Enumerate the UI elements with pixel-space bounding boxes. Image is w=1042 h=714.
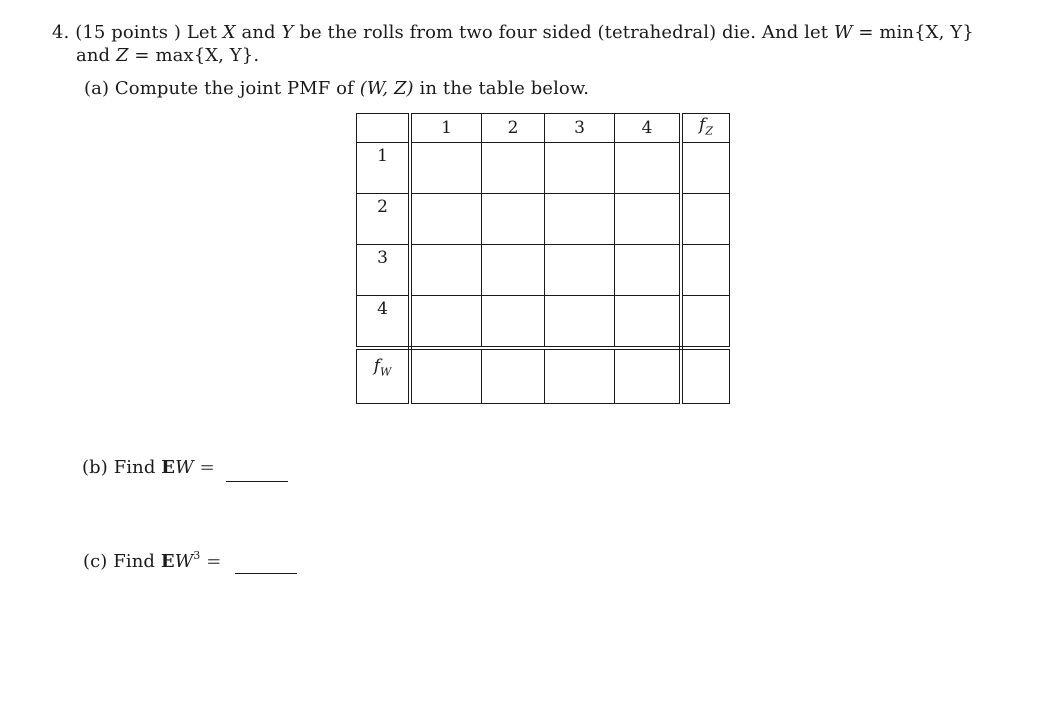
part-b-text: Find [113,457,156,478]
table-cell-4-1[interactable] [410,296,482,349]
problem-number: 4. [52,22,70,43]
table-cell-1-fz[interactable] [681,143,730,194]
table-cell-fw-4[interactable] [615,348,682,404]
table-cell-fw-2[interactable] [482,348,545,404]
var-y: Y [281,22,294,43]
problem-line-2 [76,45,259,66]
part-c-var: W [174,551,194,572]
col-header-3: 3 [545,114,615,143]
table-cell-3-fz[interactable] [681,245,730,296]
row-label-4: 4 [357,296,411,349]
part-b-answer-blank[interactable] [226,481,288,482]
part-b-eq: = [199,457,215,478]
table-cell-fw-fz[interactable] [681,348,730,404]
problem-points: (15 points ) [75,22,181,43]
col-header-fz [681,114,730,143]
part-c-answer-blank[interactable] [235,573,297,574]
eq-sign-2: = [134,45,150,66]
table-cell-4-fz[interactable] [681,296,730,349]
table-cell-1-2[interactable] [482,143,545,194]
table-cell-fw-3[interactable] [545,348,615,404]
row-label-fw [357,348,411,404]
expectation-symbol: E [161,457,176,478]
part-a [84,78,589,99]
table-cell-4-2[interactable] [482,296,545,349]
part-a-pair: (W, Z) [359,78,414,99]
part-b [82,457,215,478]
table-cell-2-1[interactable] [410,194,482,245]
expectation-symbol: E [160,551,175,572]
table-cell-2-2[interactable] [482,194,545,245]
var-w: W [833,22,853,43]
table-row [357,245,730,296]
max-expr: max{X, Y}. [155,45,260,66]
part-c-power: 3 [193,549,201,562]
joint-pmf-table [356,113,730,404]
fw-f: f [373,356,380,377]
table-row [357,296,730,349]
table-cell-1-4[interactable] [615,143,682,194]
col-header-2: 2 [482,114,545,143]
part-a-text-end: in the table below. [419,78,590,99]
row-label-3: 3 [357,245,411,296]
fz-f: f [699,115,706,135]
row-label-2: 2 [357,194,411,245]
col-header-4: 4 [615,114,682,143]
var-z: Z [115,45,129,66]
table-cell-3-2[interactable] [482,245,545,296]
table-marginal-row [357,348,730,404]
table-row [357,194,730,245]
part-a-label: (a) [84,78,110,99]
table-cell-3-3[interactable] [545,245,615,296]
table-cell-2-fz[interactable] [681,194,730,245]
text-mid: be the rolls from two four sided (tetrahedral) die. And let [299,22,829,43]
fw-sub: W [379,365,392,379]
table-cell-3-1[interactable] [410,245,482,296]
table-cell-1-1[interactable] [410,143,482,194]
min-expr: min{X, Y} [879,22,974,43]
part-b-var: W [175,457,194,478]
part-b-label: (b) [82,457,108,478]
table-cell-2-4[interactable] [615,194,682,245]
fz-sub: Z [705,124,713,138]
table-cell-1-3[interactable] [545,143,615,194]
problem-line-1 [52,22,974,43]
table-row [357,143,730,194]
text-and-2: and [76,45,111,66]
part-c-eq: = [206,551,222,572]
table-cell-3-4[interactable] [615,245,682,296]
part-b-expr [161,457,193,478]
part-c-label: (c) [83,551,108,572]
table-corner-cell [357,114,411,143]
part-a-text: Compute the joint PMF of [114,78,354,99]
table-cell-4-3[interactable] [545,296,615,349]
part-c-expr [161,551,201,572]
table-cell-2-3[interactable] [545,194,615,245]
eq-sign: = [858,22,874,43]
table-cell-fw-1[interactable] [410,348,482,404]
text-let: Let [186,22,217,43]
part-c [83,549,221,572]
var-x: X [222,22,236,43]
table-cell-4-4[interactable] [615,296,682,349]
col-header-1: 1 [410,114,482,143]
part-c-text: Find [113,551,156,572]
row-label-1: 1 [357,143,411,194]
text-and: and [241,22,276,43]
table-header-row [357,114,730,143]
